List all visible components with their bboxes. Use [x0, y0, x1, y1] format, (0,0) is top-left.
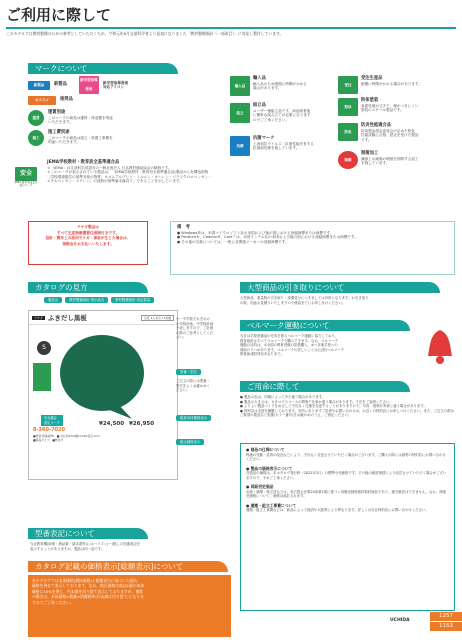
speech-board-image: [57, 333, 147, 421]
spec-name-tag: 教材整備指針 例示品名: [65, 297, 108, 303]
bell-heading: ベルマーク運動について: [240, 320, 410, 331]
sek-icon: 制菌: [338, 151, 358, 169]
safety-mark-icon: [33, 363, 51, 391]
recommended-icon: オススメ: [28, 96, 56, 105]
size-badge: S: [37, 341, 51, 355]
usage-box: [240, 443, 455, 611]
model-note: ご注文の際には型番・ 型式をよくお確かめく ださい。: [176, 379, 210, 392]
sample-tax-price: ¥26,950: [129, 421, 155, 427]
remarks-item: ● Pentium®、Celeron®、Core™は、米国インテル社の米国および他の国における登録商標または商標です。: [177, 235, 358, 240]
usage-heading: ご用命に際して: [240, 381, 410, 392]
truck-icon: 運賃: [28, 110, 44, 126]
flame-retardant-desc: 防炎製品認定委員会の定めた防炎 性能試験に合格、認定を受けた製品 です。: [361, 128, 419, 142]
bell-icon: [424, 326, 456, 366]
marks-heading: マークについて: [28, 63, 178, 74]
bell-text: 当社は学校設備品の充実を図るベルマーク運動に協力しており、 教育施設はすべてベルマークで購入できます。なお、ベルマーク 運動の目的は、①全国の教育設備の拡張購入、②へき地学校への 援助の２つがあります。ベルマークの詳しいことは(公財)ベルマーク 教育助成財団宛あなたまで。: [240, 334, 345, 356]
price-box: [28, 575, 231, 637]
jema-line: ＊このマークが表示されている製品は、「JEMA学校教材・教育設全基準適合品(製品から有機溶剤物: [47, 170, 209, 175]
page-title: ご利用に際して: [6, 6, 112, 24]
uchida-logo: UCHIDA: [390, 618, 410, 623]
usage-box-title: ● 再販売定価品: [246, 484, 274, 490]
intro-text: このカタログは教材整備のための参考としていただくため、令和元年8月文部科学省より発表になりました「教材整備指針（一部改訂）」に対応し製作しています。: [6, 31, 284, 36]
sek-desc: 繊維上の細菌の増殖を抑制する加工 を施しています。: [361, 156, 419, 166]
spec-quantity-tag: 教材整備指針 設定数量: [111, 297, 154, 303]
flame-retardant-label: 防炎性能適合品: [361, 123, 392, 128]
powder-coat-label: 粉体塗装: [361, 98, 379, 103]
marks-right: [338, 76, 456, 169]
sample-card: [28, 310, 178, 480]
tax-in-tag: 税込価格表示: [176, 439, 204, 445]
remarks-item: ● Windows®は、米国マイクロソフト社の米国および他の国における登録商標または商標です。: [177, 230, 334, 235]
assembly-desc: ユーザー様組立品です。商品到着後 に簡単な組み立てが必要になります のでご了承ください。: [253, 108, 311, 122]
construction-icon: 施工: [28, 130, 44, 146]
page-number-2: 1153: [430, 622, 462, 631]
sample-name: ふきだし黒板: [47, 314, 87, 322]
title-divider: [6, 27, 456, 29]
new-product-icon: 新製品: [28, 81, 50, 90]
usage-box-title: ● 運搬・組立工事費について: [246, 502, 297, 508]
usage-box-title: ● 製品の価格表示について: [246, 465, 293, 471]
assembly-icon: 組立: [230, 103, 250, 123]
product-name-tag: 製品名: [44, 297, 62, 303]
plan-note: 小・中学校それぞれの 小学校計画、中学校計画 を表しますので、ご計画 の際のご参考としてくだ さい。: [176, 317, 214, 339]
notation-heading: 型番表記について: [28, 528, 148, 539]
jema-line: エチルベンゼン・スチレン］の放散が基準値未満以下」であることを示しています。: [47, 179, 183, 184]
import-label: 輸入品: [253, 76, 266, 81]
catalog-view-diagram: [28, 297, 234, 522]
new-curriculum-label: 新学習指導要領 対応アイコン: [102, 80, 129, 89]
construction-label: 施工費別途: [48, 130, 70, 135]
antibacterial-label: 抗菌マーク: [253, 136, 275, 141]
model-tag: 型番・型式: [176, 369, 201, 375]
usage-box-title: ● 商品の仕様について: [246, 447, 285, 452]
made-to-order-desc: 納期に時間がかかる場合があります。: [361, 81, 422, 86]
marks-middle: [230, 76, 335, 156]
usage-box-text: 各製品の価格は、本カタログ発行時（2022年3月）の標準小売価格です。その後の経済事情により改訂させていただく場合がございますので、予めご了承ください。: [246, 471, 447, 480]
import-icon: 輸入品: [230, 76, 250, 96]
view-heading: カタログの見方: [28, 282, 148, 293]
price-heading: カタログ記載の価格表示[総額表示]について: [28, 561, 228, 572]
construction-desc: このマークの商品は組立・設置工事費を 別途いただきます。: [48, 135, 113, 145]
powder-coat-icon: 粉体: [338, 98, 358, 116]
per-person-tag: 目安 1人あたり1台数: [141, 315, 174, 321]
sample-base-price: ¥24,500: [99, 421, 125, 427]
jema-block: [10, 160, 340, 187]
usage-item: ● 特約店は全国を網羅しております。各所にありますご用命やお問い合わせは、お近くの特約店にお申しつけください。また、ご注文の際はご要望の製品名と型番(カラー番号)をお確かめのうえ、ご指定ください。: [240, 408, 454, 417]
made-to-order-icon: 受注: [338, 76, 358, 94]
flame-retardant-icon: 防炎: [338, 123, 358, 141]
safety-mark-label: 安全適合 認定マーク: [41, 415, 63, 426]
page-number-1: 1257: [430, 612, 462, 621]
usage-item: ● よりよい製品づくりをめざして予告なく仕様を変更することがありますので、写真・規格が実物と違う場合があります。: [240, 404, 427, 408]
insurance-text: ウチダ製品は すべて生産物賠償責任保険付きです。 設計・製作上の原因でケガ・事故が生じた場合は、 保険金をお支払いいたします。: [45, 225, 131, 246]
marks-left: [28, 78, 198, 146]
notation-text: 当社教育機(商業・納品書・請求書等)にはハイフン(ー)無しの型番表記を 表示することがありますが、製品は同一品です。: [30, 542, 141, 551]
shipping-label: 運賃別途: [48, 110, 66, 115]
usage-box-text: 運搬・組立工事費などは、商品によって経済や大阪等により異なります。詳しくは当社特約店にお問い合わせください。: [246, 508, 429, 513]
recommended-label: 推奨品: [60, 97, 73, 103]
jema-line: ［学校環境衛生の基準対象の物質：ホルムアルデヒド・トルエン・キシレン・パラジクロロベンゼン・: [47, 174, 212, 179]
remarks-box: [170, 221, 455, 275]
usage-item: ● 製品の大きさは、カタログスペースの関係で比率が違う場合があります。寸法をご参照ください。: [240, 399, 393, 404]
jema-title: JEMA学校教材・教育設全基準適合品: [47, 160, 120, 165]
powder-coat-desc: 表面処理が丈夫で、傷がつきにくい 塗装のスチール製品です。: [361, 103, 419, 113]
tax-out-tag: 税抜本体価格表示: [176, 415, 211, 421]
new-product-label: 新製品: [54, 82, 67, 88]
sek-label: 制菌加工: [361, 151, 379, 156]
price-text: 本カタログでは本体価格(税抜価格)と総額表示に基づいた税込 価格を併せて表示しております。なお、税込価格は商品1個の本体 価格に10%を乗じ、円未満を切り捨て表示しておりますが、複数 の場合は、本体価格×数量×消費税率(円未満は切り捨て)となりま すのでご了承ください。: [32, 578, 145, 605]
sample-model: 8-360-7020: [33, 427, 65, 433]
jema-icon: 安全: [15, 167, 37, 181]
antibacterial-desc: 上表面抗ウイルス・抗菌性能を有する 抗菌剤処理を施しています。: [253, 141, 314, 151]
usage-item: ● 製品の色は、印刷によって多少違う場合があります。: [240, 395, 326, 399]
sample-specs: ■材質:紙基板FP ■寸法:約470(幅)×440(高さ)mm ■商品タイプ ■紙付け: [33, 434, 100, 442]
jema-line: ＊「JEMA」は文部科学省認可の一般社団法人 日本教材備品協会の略称です。: [47, 165, 172, 170]
usage-box-text: 出版・新聞・紙芝居などは、独占禁止法第24条第2項に基づく再販売価格維持契約商品であり、割引販売はできません。なお、再販売価格について、価格は改訂されます。: [246, 489, 446, 499]
import-desc: 輸入品のため納期に時間がかかる 場合があります。: [253, 81, 307, 91]
remarks-title: 備 考: [177, 225, 190, 230]
usage-box-text: 物価の変動・品質の改良などにより、予告なく変更させていただく場合がございます。ご購入の際には最寄の特約店にお問い合わせください。: [246, 452, 446, 462]
shipping-desc: このマークの商品は運賃・荷造費を別途 いただきます。: [48, 115, 113, 125]
usage-list: [240, 395, 455, 418]
assembly-label: 組立品: [253, 103, 266, 108]
new-curriculum-icon: 新学習指導要領: [79, 76, 99, 94]
made-to-order-label: 受注生産品: [361, 76, 383, 81]
brand-tag: ウチダ: [34, 315, 43, 320]
bulky-text: 大型商品、重量物の引き取り・廃棄処分につきましては有料となります。お引き取り の際、別途お見積りいたしますので係員までにお申し付けください。: [240, 296, 369, 305]
jema-caption: JEMA 教育用品安全 適合マーク: [14, 181, 38, 188]
remarks-item: ● その他の名称については、一般に各関連メーカーの登録商標です。: [177, 239, 289, 244]
antibacterial-icon: 抗菌: [230, 136, 250, 156]
page-header: [6, 6, 456, 37]
insurance-notice: [28, 221, 148, 265]
bulky-heading: 大型商品の引き取りについて: [240, 282, 440, 293]
